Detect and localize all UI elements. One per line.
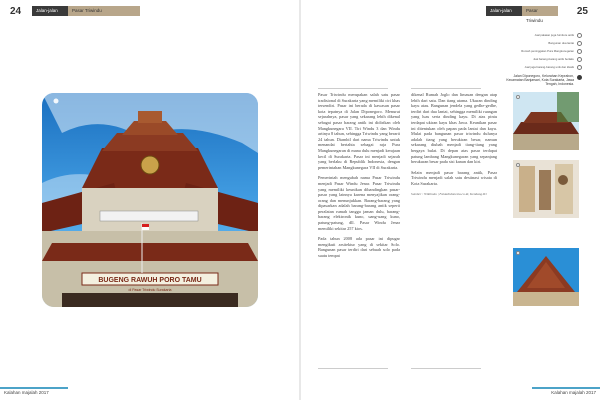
location-pin-icon (577, 75, 582, 80)
right-section-label: Jalan-jalan (486, 6, 522, 16)
welcome-sign: BUGENG RAWUH PORO TAMU (98, 277, 202, 284)
spine-divider (299, 0, 301, 400)
circle-icon (577, 41, 582, 46)
thumbnail-marker-icon (516, 95, 520, 99)
feature-item: Jual barang-barang antik berlaku (496, 57, 582, 62)
feature-item: Jual pakaian juga furniture antik (496, 33, 582, 38)
footer-right-text: Kalahan majalah 2017 (551, 390, 596, 395)
paragraph: Pasar Triwindu merupakan salah satu pasar tradisional di Surakarta yang memiliki ciri khas tersendiri. Pasar ini berada di kawasan pasar kota tepatnya di Jalan Diponegoro. Menurut sejarahnya, pasar yang sekarang lebih dikenal sebagai pasar barang antik ini didirikan oleh Mangkunegara VII. Tiri Windu 3 dan Windu artinya 8 tahun, sehingga Triwindu yang berarti 24 tahun. Diambil dari nama Triwindu untuk menandai bertahta sebagai raja Pura Mangkunegaran di mana dulu menjadi kerajaan kecil di Surakarta. Pasar ini menjadi sejarah yang berlaku di Republik Indonesia, dengan pemerintahan Mangkunegara VII di Surakarta. (318, 92, 400, 170)
right-page-number: 25 (576, 6, 588, 17)
address-text: Jalan Diponegoro, Kelurahan Keprabon, Kecamatan Banjarsari, Kota Surakarta, Jawa Tengah, Indonesia. (506, 74, 574, 87)
thumbnail-photo-2 (513, 160, 579, 218)
welcome-sub-sign: di Pasar Triwindu Surakarta (128, 288, 172, 292)
paragraph: Pada tahun 2008 ada pasar ini dipugar mengikuti arsitektur yang di sekitar Solo. Bangunan pasar terdiri dari sebuah solo pada suatu tempat (318, 236, 400, 259)
thumbnail-marker-icon (516, 251, 520, 255)
article-column-1 (318, 92, 400, 264)
paragraph: Selain menjadi pasar barang antik, Pasar Triwindu menjadi salah satu destinasi wisata di Kota Surakarta. (411, 169, 497, 186)
footer-left-text: Kalahan majalah 2017 (4, 390, 49, 395)
paragraph: dikenal Rumah Joglo dan limasan dengan atap lebih dari satu. Dan tiang utama. Ukuran dinding kayu atau. Bangunan jendela yang gedhe-gedhe, terdiri dari dua lantai, sehingga memiliki ruangan yang luas serta dinding kayu. Di atas pintu terdapat ukiran kayu khas Jawa. Keunikan pasar ini ditentukan oleh papan pada lantai dan kayu. Mulai pada bangunan pasar triwindu dulunya adalah tiang yang berukiran besar, namun sekarang diubah menjadi tiang-tiang yang bergaya bulat. Di depan atas pasar terdapat patung lambang Mangkunegaran yang sepanjang berukuran besar pada sisi kanan dan kiri. (411, 92, 497, 165)
column-bottom-rule (411, 368, 481, 369)
paragraph: Pemerintah mengubah nama Pasar Triwindu menjadi Pasar Windu Jenar. Pasar Triwindu yang memiliki keunikan dibandingkan pasar-pasar yang lainnya karena menyajikan orang-orang dan menunjukkan. Barang-barang yang dipasarkan adalah barang-barang antik seperti peralatan rumah tangga jaman dulu, barang-barang elektronik kuno, uang-uang kuno, patung-patung, dll. Pasar Windu Jenar memiliki sekitar 257 kios. (318, 175, 400, 231)
market-building-photo (42, 93, 258, 307)
column-bottom-rule (318, 368, 388, 369)
thumbnail-photo-1 (513, 92, 579, 150)
feature-list (496, 33, 582, 87)
footer-accent-line (0, 387, 68, 389)
thumbnail-marker-icon (516, 163, 520, 167)
feature-item: Rumah peninggalan Pura Mangkunegaran (496, 49, 582, 54)
column-top-rule (318, 88, 388, 89)
circle-icon (577, 65, 582, 70)
footer-accent-line (532, 387, 600, 389)
column-top-rule (411, 88, 481, 89)
source-credit: Sumber : Wikibuku | FaktaIndonesia.co.id, Kendang.ID (411, 191, 487, 196)
feature-item: Bangunan dua lantai (496, 41, 582, 46)
right-topic-label: Pasar Triwindu (522, 6, 558, 16)
left-topic-label: Pasar Triwindu (68, 6, 140, 16)
circle-icon (577, 49, 582, 54)
feature-item: Jual juga barang-barang unik dan klasik (496, 65, 582, 70)
left-page-number: 24 (10, 6, 22, 17)
left-section-label: Jalan-jalan (32, 6, 68, 16)
circle-icon (577, 57, 582, 62)
circle-icon (577, 33, 582, 38)
thumbnail-photo-3 (513, 248, 579, 306)
article-column-2 (411, 92, 497, 202)
address-block (496, 74, 582, 87)
